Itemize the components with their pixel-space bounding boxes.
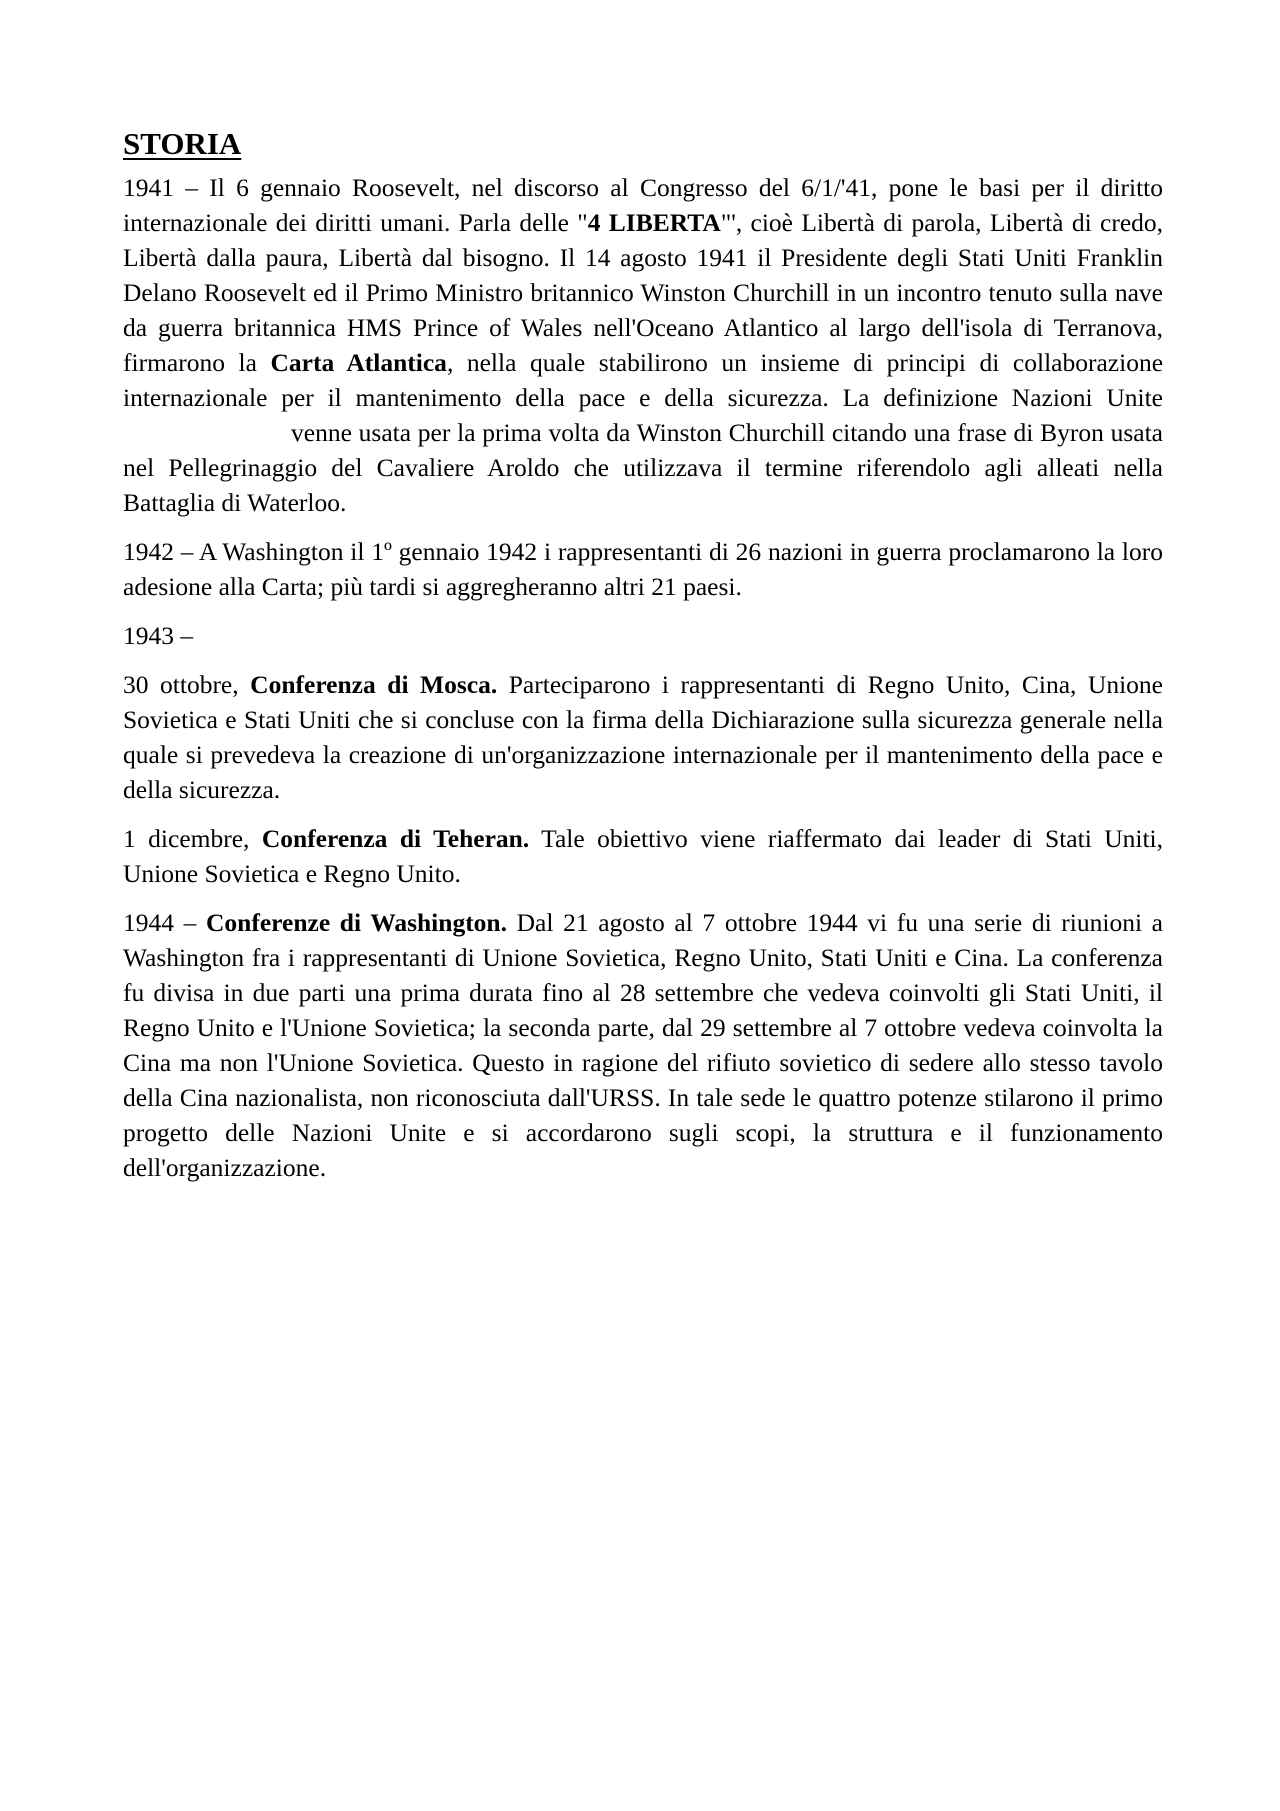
bold-text: Carta Atlantica	[270, 348, 447, 377]
text-segment: venne usata per la prima volta da Winston Churchill citando una frase di Byron usata nel Pellegrinaggio del Cavaliere Aroldo che utilizzava il termine riferendolo agli alleati nella Battaglia di Waterloo.	[123, 418, 1163, 517]
document-page	[123, 124, 1163, 1199]
text-segment: Parteciparono i rappresentanti di Regno Unito, Cina, Unione Sovietica e Stati Uniti che si concluse con la firma della Dichiarazione sulla sicurezza generale nella quale si prevedeva la creazione di un'organizzazione internazionale per il mantenimento della pace e della sicurezza.	[123, 670, 1163, 804]
paragraph-1941	[123, 170, 1163, 520]
text-segment: 1 dicembre,	[123, 824, 262, 853]
paragraph-1942: 1942 – A Washington il 1º gennaio 1942 i rappresentanti di 26 nazioni in guerra proclamarono la loro adesione alla Carta; più tardi si aggregheranno altri 21 paesi.	[123, 537, 1163, 601]
bold-text: Conferenze di Washington.	[206, 908, 507, 937]
bold-text: Conferenza di Teheran.	[261, 824, 530, 853]
text-segment: 30 ottobre,	[123, 670, 251, 699]
bold-text: Conferenza di Mosca.	[250, 670, 498, 699]
text-segment: Tale obiettivo viene riaffermato dai leader di Stati Uniti, Unione Sovietica e Regno Unito.	[123, 824, 1163, 888]
page-title: STORIA	[123, 126, 242, 161]
paragraph-1944	[123, 905, 1163, 1185]
text-segment: , nella quale stabilirono un insieme di principi di collaborazione internazionale per il mantenimento della pace e della sicurezza. La definizione Nazioni Unite	[123, 348, 1164, 412]
paragraph-1943: 1943 –	[123, 621, 194, 650]
paragraph-teheran	[123, 821, 1163, 891]
text-segment: 1941 – Il 6 gennaio Roosevelt, nel discorso al Congresso del 6/1/'41, pone le basi per il diritto internazionale dei diritti umani. Parla delle "	[123, 173, 1163, 237]
text-segment: Dal 21 agosto al 7 ottobre 1944 vi fu una serie di riunioni a Washington fra i rappresentanti di Unione Sovietica, Regno Unito, Stati Uniti e Cina. La conferenza fu divisa in due parti una prima durata fino al 28 settembre che vedeva coinvolti gli Stati Uniti, il Regno Unito e l'Unione Sovietica; la seconda parte, dal 29 settembre al 7 ottobre vedeva coinvolta la Cina ma non l'Unione Sovietica. Questo in ragione del rifiuto sovietico di sedere allo stesso tavolo della Cina nazionalista, non riconosciuta dall'URSS. In tale sede le quattro potenze stilarono il primo progetto delle Nazioni Unite e si accordarono sugli scopi, la struttura e il funzionamento dell'organizzazione.	[123, 908, 1163, 1182]
bold-text: 4 LIBERTA	[587, 208, 721, 237]
text-segment: "', cioè Libertà di parola, Libertà di credo, Libertà dalla paura, Libertà dal bisogno. Il 14 agosto 1941 il Presidente degli Stati Uniti Franklin Delano Roosevelt ed il Primo Ministro britannico Winston Churchill in un incontro tenuto sulla nave da guerra britannica HMS Prince of Wales nell'Oceano Atlantico al largo dell'isola di Terranova, firmarono la	[123, 208, 1164, 377]
paragraph-mosca	[123, 667, 1163, 807]
text-segment: 1944 –	[123, 908, 207, 937]
